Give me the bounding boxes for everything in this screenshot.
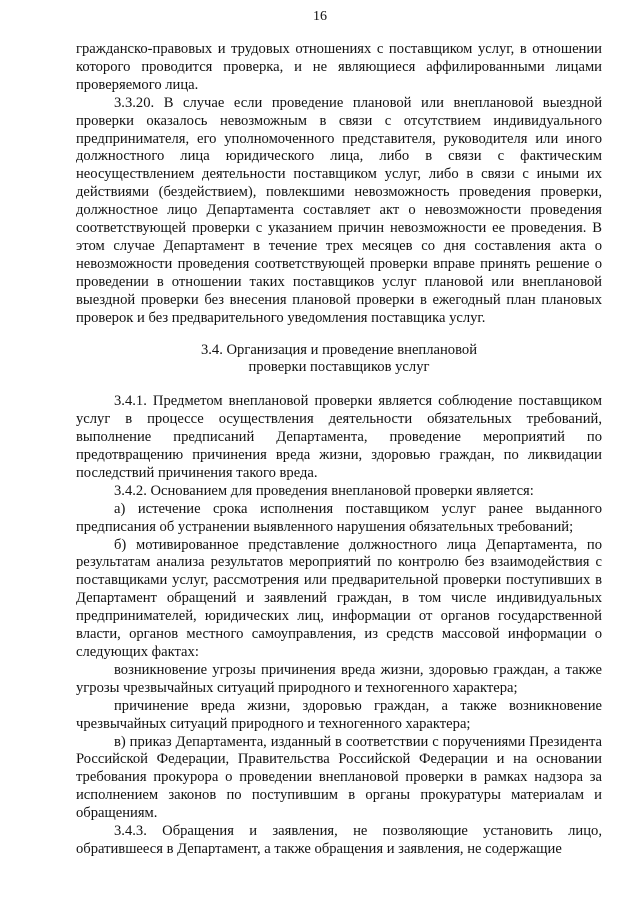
paragraph-3-4-3: 3.4.3. Обращения и заявления, не позволяющие установить лицо, обратившееся в Департамент, а также обращения и заявления, не содержащие	[76, 823, 602, 857]
paragraph-3-4-2: 3.4.2. Основанием для проведения внеплановой проверки является:	[114, 482, 534, 499]
paragraph-3-3-20: 3.3.20. В случае если проведение плановой или внеплановой выездной проверки оказалось невозможным в связи с отсутствием индивидуального предпринимателя, его уполномоченного представителя, руководителя или иного должностного лица юридического лица, либо в связи с фактическим неосуществлением деятельности поставщиком услуг, либо в связи с иными их действиями (бездействием), повлекшими невозможность проведения проверки, должностное лицо Департамента составляет акт о невозможности проведения соответствующей проверки с указанием причин невозможности ее проведения. В этом случае Департамент в течение трех месяцев со дня составления акта о невозможности проведения соответствующей проверки вправе принять решение о проведении в отношении таких поставщиков услуг плановой или внеплановой выездной проверки без внесения плановой проверки в ежегодный план плановых проверок и без предварительного уведомления поставщика услуг.	[76, 94, 602, 326]
section-heading-line-2: проверки поставщиков услуг	[248, 359, 430, 376]
paragraph-item-v: в) приказ Департамента, изданный в соответствии с поручениями Президента Российской Федерации, Правительства Российской Федерации и на основании требования прокурора о проведении внеплановой проверки в рамках надзора за исполнением законов по поступившим в органы прокуратуры материалам и обращениям.	[76, 733, 602, 822]
section-heading-line-1: 3.4. Организация и проведение внеплановой	[200, 341, 478, 358]
paragraph-3-4-1: 3.4.1. Предметом внеплановой проверки является соблюдение поставщиком услуг в процессе осуществления деятельности обязательных требований, выполнение предписаний Департамента, проведение мероприятий по предотвращению причинения вреда жизни, здоровью граждан, по ликвидации последствий причинения такого вреда.	[76, 393, 602, 481]
paragraph-item-b: б) мотивированное представление должностного лица Департамента, по результатам анализа результатов мероприятий по контролю без взаимодействия с поставщиками услуг, рассмотрения или предварительной проверки поступивших в Департамент обращений и заявлений граждан, в том числе индивидуальных предпринимателей, юридических лиц, информации от органов государственной власти, органов местного самоуправления, из средств массовой информации о следующих фактах:	[76, 536, 602, 660]
document-body	[76, 41, 602, 859]
section-heading	[76, 342, 602, 378]
paragraph-harm: причинение вреда жизни, здоровью граждан, а также возникновение чрезвычайных ситуаций природного и техногенного характера;	[76, 697, 602, 732]
paragraph-threat: возникновение угрозы причинения вреда жизни, здоровью граждан, а также угрозы чрезвычайных ситуаций природного и техногенного характера;	[76, 661, 602, 696]
paragraph-item-a: а) истечение срока исполнения поставщиком услуг ранее выданного предписания об устранении выявленного нарушения обязательных требований;	[76, 500, 602, 535]
paragraph-continuation: гражданско-правовых и трудовых отношениях с поставщиком услуг, в отношении которого проводится проверка, и не являющиеся аффилированными лицами проверяемого лица.	[76, 41, 602, 93]
page-number: 16	[313, 9, 327, 24]
